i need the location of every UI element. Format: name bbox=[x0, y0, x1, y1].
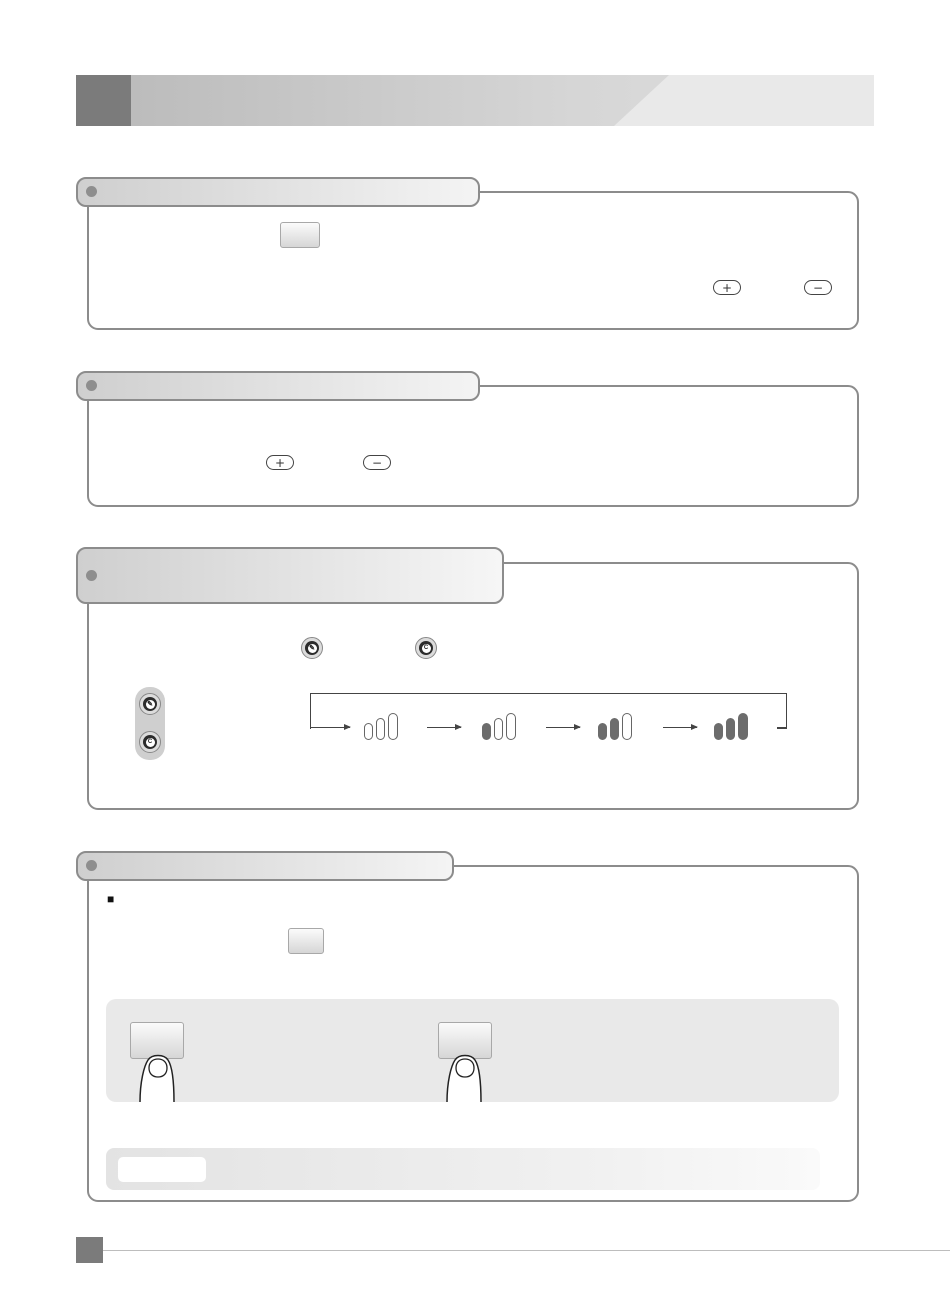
footer-rule bbox=[103, 1250, 950, 1251]
tab-bullet-icon bbox=[86, 186, 97, 197]
plus-symbol: + bbox=[274, 455, 286, 470]
section-2-tab bbox=[76, 371, 480, 401]
minus-symbol: − bbox=[371, 455, 383, 470]
finger-press-icon bbox=[443, 1052, 487, 1102]
minus-button-icon[interactable] bbox=[804, 280, 832, 295]
plus-symbol: + bbox=[721, 280, 733, 295]
section-2-box bbox=[87, 385, 859, 507]
section-1-tab bbox=[76, 177, 480, 207]
level-bar bbox=[726, 718, 735, 740]
square-bullet: ■ bbox=[107, 892, 115, 906]
note-bar bbox=[106, 1148, 820, 1190]
section-4-tab bbox=[76, 851, 454, 881]
level-bar bbox=[610, 718, 619, 740]
tab-bullet-icon bbox=[86, 380, 97, 391]
cycle-bracket-right-foot bbox=[777, 727, 787, 729]
section-3-tab bbox=[76, 547, 504, 604]
level-bar bbox=[506, 713, 516, 740]
temperature-c-icon[interactable]: ✎ bbox=[139, 693, 161, 715]
level-bar bbox=[364, 723, 373, 740]
plus-button-icon[interactable] bbox=[266, 455, 294, 470]
note-label-badge bbox=[118, 1157, 206, 1182]
key-button[interactable] bbox=[288, 928, 324, 954]
level-bar bbox=[376, 718, 385, 740]
temperature-c-icon[interactable]: ✎ bbox=[301, 637, 323, 659]
arrow-right-icon bbox=[663, 727, 697, 728]
page-number-block bbox=[76, 1237, 103, 1263]
level-bar bbox=[388, 713, 398, 740]
minus-button-icon[interactable] bbox=[363, 455, 391, 470]
chapter-number-block bbox=[76, 75, 131, 126]
tab-bullet-icon bbox=[86, 570, 97, 581]
level-bar bbox=[714, 723, 723, 740]
finger-press-icon bbox=[136, 1052, 180, 1102]
arrow-right-icon bbox=[310, 727, 350, 728]
level-bar bbox=[622, 713, 632, 740]
key-button[interactable] bbox=[280, 222, 320, 248]
seat-c-icon[interactable] bbox=[139, 731, 161, 753]
arrow-right-icon bbox=[546, 727, 580, 728]
c-mark: C bbox=[146, 738, 155, 747]
minus-symbol: − bbox=[812, 280, 824, 295]
level-bar bbox=[494, 718, 503, 740]
arrow-right-icon bbox=[427, 727, 461, 728]
level-bar bbox=[598, 723, 607, 740]
plus-button-icon[interactable] bbox=[713, 280, 741, 295]
c-mark: C bbox=[422, 644, 431, 653]
section-1-box bbox=[87, 191, 859, 330]
tab-bullet-icon bbox=[86, 860, 97, 871]
seat-c-icon[interactable] bbox=[415, 637, 437, 659]
level-bar bbox=[738, 713, 748, 740]
level-bar bbox=[482, 723, 491, 740]
chapter-title-bar bbox=[131, 75, 874, 126]
